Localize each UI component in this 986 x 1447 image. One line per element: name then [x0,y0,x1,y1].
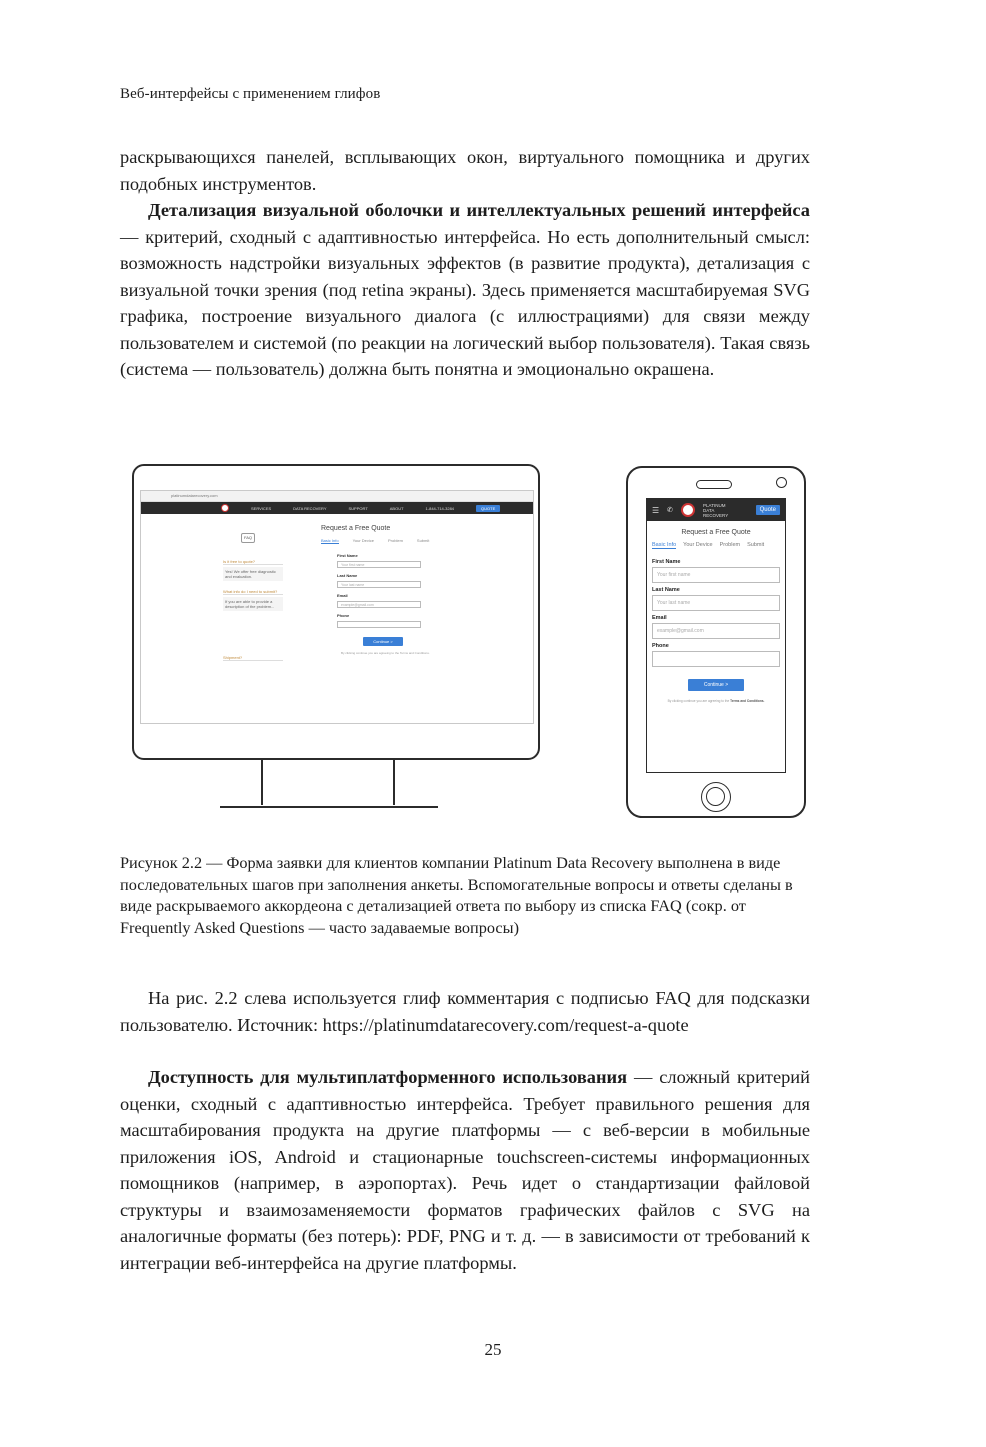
mobile-step-tabs [647,542,785,549]
desktop-form-title: Request a Free Quote [321,525,391,532]
mobile-phone-field[interactable] [652,651,780,667]
mobile-terms-text [647,699,785,703]
nav-item-services[interactable]: SERVICES [251,505,272,511]
paragraph-1: раскрывающихся панелей, всплывающих окон, виртуального помощника и других подобных инструментов. [120,147,810,194]
desktop-step-tabs [321,538,429,544]
mobile-email-field[interactable]: example@gmail.com [652,623,780,639]
faq-answer: If you are able to provide a description of the problem... [223,597,283,611]
mobile-label-phone: Phone [652,643,669,649]
tab-basic-info[interactable]: Basic Info [321,538,339,543]
nav-item-about[interactable]: ABOUT [389,505,404,511]
desktop-label-last-name: Last Name [337,573,358,578]
faq-question[interactable]: Shipment? [223,655,283,661]
faq-accordion-item-1[interactable] [223,559,283,581]
hamburger-menu-icon[interactable]: ☰ [652,505,660,515]
desktop-email-field[interactable]: example@gmail.com [337,601,421,608]
desktop-monitor [132,464,540,760]
monitor-stand-right [393,760,395,805]
paragraph-3: На рис. 2.2 слева используется глиф комментария с подписью FAQ для подсказки пользователю. Источник: https://platinumdatarecovery.com/request-a-quote [120,988,810,1035]
mobile-nav [647,499,785,521]
paragraph-4-bold: Доступность для мультиплатформенного использования [148,1067,628,1087]
mobile-brand-name: PLATINUM DATA RECOVERY [703,502,729,518]
paragraph-4 [120,1064,810,1276]
tab-submit[interactable]: Submit [416,538,430,543]
desktop-screen [140,490,534,724]
desktop-phone-field[interactable] [337,621,421,628]
desktop-last-name-field[interactable]: Your last name [337,581,421,588]
phone-camera [776,477,787,488]
page-number: 25 [484,1340,502,1359]
nav-phone[interactable]: 1-844-714-3284 [425,505,455,511]
phone-speaker [696,480,732,489]
mobile-continue-button[interactable]: Continue > [688,679,744,691]
mobile-label-email: Email [652,615,667,621]
terms-link[interactable]: Terms and Conditions. [730,699,765,703]
desktop-first-name-field[interactable]: Your first name [337,561,421,568]
phone-home-button [701,782,731,812]
desktop-site-nav [141,502,533,514]
paragraph-2-bold: Детализация визуальной оболочки и интеллектуальных решений интерфейса [148,200,810,220]
tab-problem[interactable]: Problem [719,542,741,548]
mobile-terms-prefix: By clicking continue you are agreeing to the [667,699,731,703]
tab-your-device[interactable]: Your Device [352,538,374,543]
phone-icon[interactable]: ✆ [667,507,674,514]
logo-icon [681,503,695,517]
tab-your-device[interactable]: Your Device [683,542,713,548]
tab-basic-info[interactable]: Basic Info [652,542,677,548]
mobile-phone [626,466,806,818]
mobile-quote-button[interactable]: Quote [756,505,780,515]
faq-question[interactable]: What info do I need to submit? [223,589,283,595]
faq-accordion-item-3[interactable] [223,655,283,663]
figure-caption: Рисунок 2.2 — Форма заявки для клиентов компании Platinum Data Recovery выполнена в виде последовательных шагов при заполнения анкеты. Вспомогательные вопросы и ответы сделаны в виде раскрываемого аккордеона с детализацией ответа по выбору из списка FAQ (сокр. от Frequently Asked Questions — часто задаваемые вопросы) [120,853,793,937]
mobile-label-first-name: First Name [652,559,681,565]
running-head: Веб-интерфейсы с применением глифов [120,86,381,102]
desktop-continue-button[interactable]: Continue > [363,637,403,646]
tab-problem[interactable]: Problem [388,538,403,543]
faq-answer: Yes! We offer free diagnostic and evaluation. [223,567,283,581]
mobile-first-name-field[interactable]: Your first name [652,567,780,583]
paragraph-2-text: — критерий, сходный с адаптивностью интерфейса. Но есть дополнительный смысл: возможность надстройки визуальных эффектов (в развитие продукта), детализация с визуальной точки зрения (под retina экраны). Здесь применяется масштабируемая SVG графика, построение визуального диалога (с иллюстрациями) для связи между пользователем и системой (по реакции на логический выбор пользователя). Такая связь (система — пользователь) должна быть понятна и эмоционально окрашена. [120,226,810,379]
desktop-label-email: Email [337,593,348,598]
mobile-label-last-name: Last Name [652,587,680,593]
mobile-form [647,559,785,667]
faq-accordion-item-2[interactable] [223,589,283,611]
desktop-terms-text: By clicking continue you are agreeing to the Terms and Conditions. [341,651,430,655]
desktop-label-phone: Phone [337,613,350,618]
mobile-screen [646,498,786,773]
tab-submit[interactable]: Submit [747,542,765,548]
nav-item-support[interactable]: SUPPORT [348,505,368,511]
monitor-stand-left [261,760,263,805]
logo-icon [221,504,229,512]
desktop-label-first-name: First Name [337,553,358,558]
monitor-stand-base [220,806,438,808]
nav-quote-button[interactable]: QUOTE [476,505,500,512]
paragraph-4-text: — сложный критерий оценки, сходный с адаптивностью интерфейса. Требует правильного решения для масштабирования продукта на другие платформы — с веб-версии в мобильные приложения iOS, Android и стационарные touchscreen-системы информационных помощников (например, в аэропортах). Речь идет о стандартизации файловой структуры и взаимозаменяемости форматов графических файлов с SVG на аналогичные форматы (без потерь): PDF, PNG и т. д. — в зависимости от требований к интеграции веб-интерфейса на другие платформы. [120,1067,810,1273]
faq-question[interactable]: Is it free to quote? [223,559,283,565]
mobile-last-name-field[interactable]: Your last name [652,595,780,611]
nav-item-data-recovery[interactable]: DATA RECOVERY [293,505,327,511]
figure-2-2 [126,460,816,830]
faq-comment-icon[interactable]: FAQ [241,533,255,543]
mobile-form-title: Request a Free Quote [681,529,751,536]
browser-address-bar[interactable]: platinumdatarecovery.com [141,491,533,502]
paragraph-2 [120,197,810,383]
